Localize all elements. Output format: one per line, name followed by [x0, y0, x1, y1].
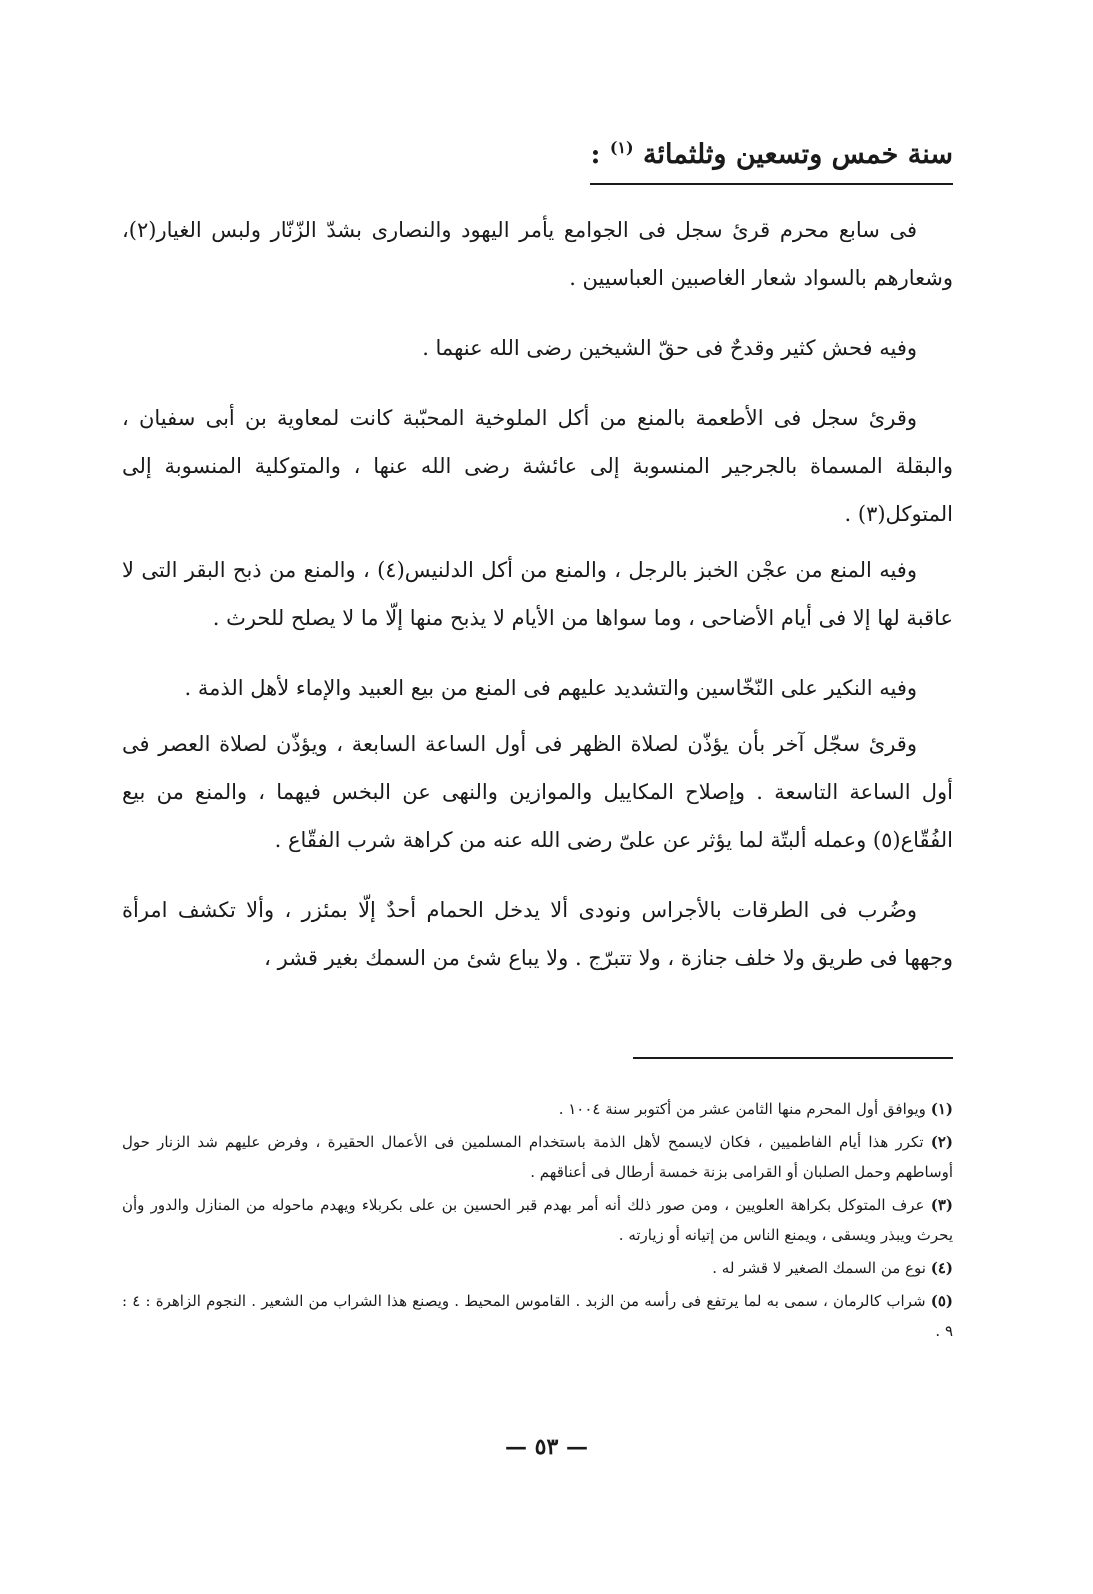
footnotes	[122, 1094, 953, 1346]
page-heading	[590, 128, 953, 185]
page-number: — ٥٣ —	[505, 1434, 588, 1460]
paragraph-5: وفيه النكير على النّخّاسين والتشديد عليهم فى المنع من بيع العبيد والإماء لأهل الذمة .	[184, 676, 917, 700]
footnote-4	[122, 1253, 953, 1283]
footnote-number: (٣)	[930, 1196, 953, 1214]
footnote-separator	[633, 1057, 953, 1059]
footnote-number: (٤)	[930, 1259, 953, 1277]
footnote-number: (٢)	[930, 1133, 953, 1151]
heading-footnote-ref: (١)	[609, 138, 634, 157]
footnote-number: (٥)	[930, 1292, 953, 1310]
footnote-text: عرف المتوكل بكراهة العلويين ، ومن صور ذلك أنه أمر بهدم قبر الحسين بن على بكربلاء ويهدم ماحوله من المنازل والدور وأن يحرث ويبذر ويسقى ، ويمنع الناس من إتيانه أو زيارته .	[122, 1196, 953, 1244]
heading-colon: :	[590, 139, 601, 170]
footnote-text: ويوافق أول المحرم منها الثامن عشر من أكتوبر سنة ١٠٠٤ .	[558, 1100, 926, 1118]
paragraph-3: وقرئ سجل فى الأطعمة بالمنع من أكل الملوخية المحبّبة كانت لمعاوية بن أبى سفيان ، والبقلة المسماة بالجرجير المنسوبة إلى عائشة رضى الله عنها ، والمتوكلية المنسوبة إلى المتوكل(٣) .	[122, 406, 953, 526]
paragraph-2: وفيه فحش كثير وقدحٌ فى حقّ الشيخين رضى الله عنهما .	[422, 336, 917, 360]
paragraph-4: وفيه المنع من عجْن الخبز بالرجل ، والمنع من أكل الدلنيس(٤) ، والمنع من ذبح البقر التى لا عاقبة لها إلا فى أيام الأضاحى ، وما سواها من الأيام لا يذبح منها إلّا ما لا يصلح للحرث .	[122, 558, 953, 630]
footnote-5	[122, 1286, 953, 1346]
footnote-text: نوع من السمك الصغير لا قشر له .	[712, 1259, 926, 1277]
footnote-text: شراب كالرمان ، سمى به لما يرتفع فى رأسه من الزبد . القاموس المحيط . ويصنع هذا الشراب من الشعير . النجوم الزاهرة : ٤ : ٩ .	[122, 1292, 953, 1340]
heading-title: سنة خمس وتسعين وثلثمائة	[643, 139, 953, 170]
footnote-1	[122, 1094, 953, 1124]
footnote-number: (١)	[930, 1100, 953, 1118]
footnote-text: تكرر هذا أيام الفاطميين ، فكان لايسمح لأهل الذمة باستخدام المسلمين فى الأعمال الحقيرة ، وفرض عليهم شد الزنار حول أوساطهم وحمل الصلبان أو القرامى بزنة خمسة أرطال فى أعناقهم .	[122, 1133, 953, 1181]
paragraph-1: فى سابع محرم قرئ سجل فى الجوامع يأمر اليهود والنصارى بشدّ الزّنّار ولبس الغيار(٢)، وشعارهم بالسواد شعار الغاصبين العباسيين .	[122, 218, 953, 290]
footnote-3	[122, 1190, 953, 1250]
footnote-2	[122, 1127, 953, 1187]
paragraph-6: وقرئ سجّل آخر بأن يؤذّن لصلاة الظهر فى أول الساعة السابعة ، ويؤذّن لصلاة العصر فى أول الساعة التاسعة . وإصلاح المكاييل والموازين والنهى عن البخس فيهما ، والمنع من بيع الفُقّاع(٥) وعمله ألبتّة لما يؤثر عن علىّ رضى الله عنه من كراهة شرب الفقّاع .	[122, 732, 953, 852]
paragraph-7: وضُرب فى الطرقات بالأجراس ونودى ألا يدخل الحمام أحدٌ إلّا بمئزر ، وألا تكشف امرأة وجهها فى طريق ولا خلف جنازة ، ولا تتبرّج . ولا يباع شئ من السمك بغير قشر ،	[122, 898, 953, 970]
body-text	[122, 206, 953, 982]
